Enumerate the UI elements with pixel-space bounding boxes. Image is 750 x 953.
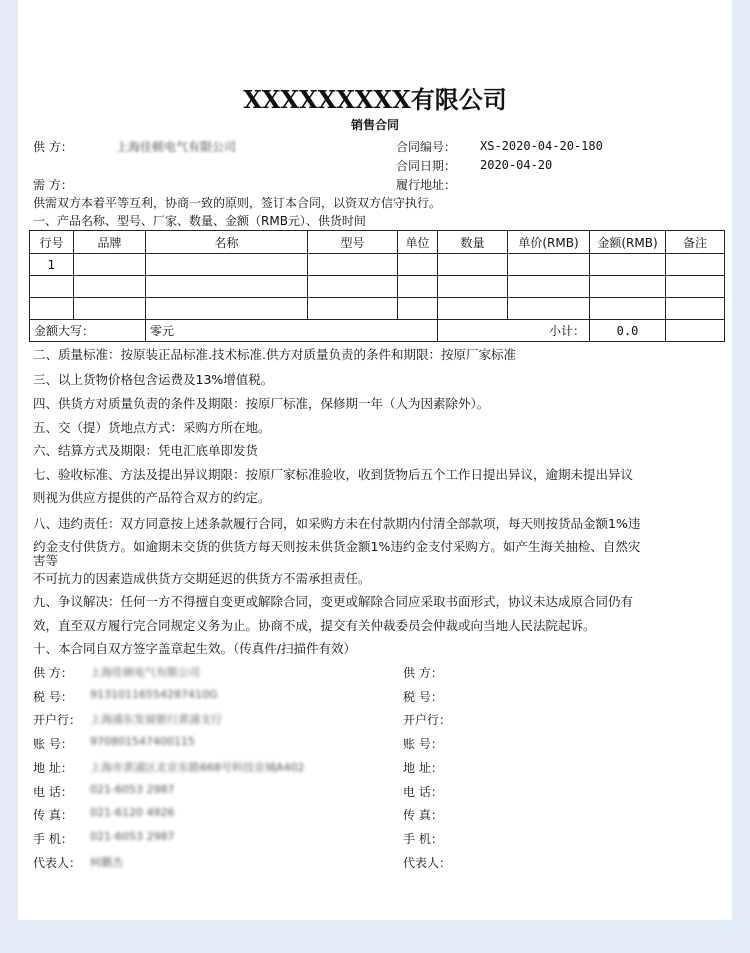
contract-page — [18, 0, 732, 920]
table-cell — [146, 298, 308, 320]
left-bank-label: 开户行： — [33, 713, 82, 727]
section1-heading: 一、产品名称、型号、厂家、数量、金额（RMB元）、供货时间 — [33, 214, 366, 228]
left-account-label: 账 号： — [33, 737, 73, 751]
left-fax-label: 传 真： — [33, 808, 73, 822]
left-mobile-label: 手 机： — [33, 832, 73, 846]
left-representative-value: 柯鹏杰 — [90, 856, 123, 869]
buyer-label: 需 方： — [33, 178, 73, 192]
clause-liability-line1: 八、违约责任：双方同意按上述条款履行合同，如采购方未在付款期内付清全部款项，每天则按货品金额1%违 — [33, 516, 641, 531]
company-title: XXXXXXXXX有限公司 — [243, 85, 507, 114]
right-fax-label: 传 真： — [403, 808, 443, 822]
left-address-label: 地 址： — [33, 761, 73, 775]
right-tax-no-label: 税 号： — [403, 690, 443, 704]
left-bank-value: 上海浦东发展银行黄浦支行 — [90, 713, 222, 726]
table-cell — [590, 276, 666, 298]
contract-no-label: 合同编号： — [396, 140, 457, 154]
table-cell — [74, 298, 146, 320]
left-supplier-value: 上海佳顿电气有限公司 — [90, 666, 200, 679]
total-words-value: 零元 — [146, 320, 438, 342]
right-representative-label: 代表人： — [403, 856, 452, 870]
right-bank-label: 开户行： — [403, 713, 452, 727]
clause-effective: 十、本合同自双方签字盖章起生效。（传真件/扫描件有效） — [33, 641, 356, 656]
clause-dispute-line1: 九、争议解决：任何一方不得擅自变更或解除合同，变更或解除合同应采取书面形式，协议未达成原合同仍有 — [33, 594, 634, 609]
table-cell: 1 — [30, 254, 74, 276]
table-cell — [508, 276, 590, 298]
clause-acceptance-line1: 七、验收标准、方法及提出异议期限：按原厂家标准验收，收到货物后五个工作日提出异议，逾期未提出异议 — [33, 467, 634, 482]
left-account-value: 970801547400115 — [90, 735, 195, 748]
table-cell — [398, 254, 438, 276]
clause-warranty: 四、供货方对质量负责的条件及期限：按原厂标准，保修期一年（人为因素除外）。 — [33, 396, 490, 411]
right-address-label: 地 址： — [403, 761, 443, 775]
col-header-brand: 品牌 — [74, 231, 146, 254]
right-account-label: 账 号： — [403, 737, 443, 751]
address-label: 履行地址： — [396, 178, 457, 192]
table-cell — [666, 276, 725, 298]
left-phone-value: 021-6053 2987 — [90, 783, 175, 796]
table-cell — [308, 276, 398, 298]
right-phone-label: 电 话： — [403, 785, 443, 799]
intro-text: 供需双方本着平等互利，协商一致的原则，签订本合同，以资双方信守执行。 — [33, 196, 442, 210]
left-supplier-label: 供 方： — [33, 666, 73, 680]
left-mobile-value: 021-6053 2987 — [90, 830, 175, 843]
clause-acceptance-line2: 则视为供应方提供的产品符合双方的约定。 — [33, 490, 271, 505]
col-header-remark: 备注 — [666, 231, 725, 254]
table-cell — [146, 254, 308, 276]
clause-delivery: 五、交（提）货地点方式：采购方所在地。 — [33, 420, 271, 435]
table-row — [30, 254, 725, 276]
table-cell — [308, 254, 398, 276]
col-header-line-no: 行号 — [30, 231, 74, 254]
subtotal-label: 小计： — [438, 320, 590, 342]
clause-payment: 六、结算方式及期限：凭电汇底单即发货 — [33, 443, 259, 458]
table-cell — [590, 254, 666, 276]
left-fax-value: 021-6120 4926 — [90, 806, 175, 819]
table-row — [30, 298, 725, 320]
col-header-name: 名称 — [146, 231, 308, 254]
document-title: 销售合同 — [350, 118, 399, 132]
right-supplier-label: 供 方： — [403, 666, 443, 680]
contract-date: 2020-04-20 — [480, 158, 553, 172]
clause-dispute-line2: 效，直至双方履行完合同规定义务为止。协商不成，提交有关仲裁委员会仲裁或向当地人民法院起诉。 — [33, 618, 596, 633]
table-cell — [666, 320, 725, 342]
left-address-value: 上海市黄浦区北京东路668号科技京城A402 — [90, 761, 305, 774]
table-cell — [590, 298, 666, 320]
table-cell — [438, 254, 508, 276]
table-row — [30, 276, 725, 298]
contract-date-label: 合同日期： — [396, 159, 457, 173]
table-cell — [308, 298, 398, 320]
table-cell — [508, 254, 590, 276]
col-header-amount: 金额(RMB) — [590, 231, 666, 254]
clause-quality: 二、质量标准：按原装正品标准.技术标准.供方对质量负责的条件和期限：按原厂家标准 — [33, 347, 516, 362]
contract-no: XS-2020-04-20-180 — [480, 139, 603, 153]
table-cell — [30, 298, 74, 320]
left-phone-label: 电 话： — [33, 785, 73, 799]
supplier-label: 供 方： — [33, 140, 73, 154]
table-cell — [74, 276, 146, 298]
table-cell — [74, 254, 146, 276]
table-cell — [438, 298, 508, 320]
supplier-value: 上海佳顿电气有限公司 — [116, 140, 237, 154]
col-header-unit: 单位 — [398, 231, 438, 254]
product-table — [29, 230, 725, 342]
col-header-unit-price: 单价(RMB) — [508, 231, 590, 254]
right-mobile-label: 手 机： — [403, 832, 443, 846]
table-cell — [30, 276, 74, 298]
table-cell — [398, 276, 438, 298]
table-cell — [438, 276, 508, 298]
clause-liability-line3: 害等 — [33, 553, 59, 568]
clause-liability-line4: 不可抗力的因素造成供货方交期延迟的供货方不需承担责任。 — [33, 571, 371, 586]
total-words-label: 金额大写： — [30, 320, 146, 342]
table-cell — [666, 254, 725, 276]
table-cell — [666, 298, 725, 320]
subtotal-value: 0.0 — [590, 320, 666, 342]
table-total-row — [30, 320, 725, 342]
clause-liability-line2: 约金支付供货方。如逾期未交货的供货方每天则按未供货金额1%违约金支付采购方。如产生海关抽检、自然灾 — [33, 539, 641, 554]
table-cell — [508, 298, 590, 320]
table-cell — [398, 298, 438, 320]
left-tax-no-label: 税 号： — [33, 690, 73, 704]
clause-price: 三、以上货物价格包含运费及13%增值税。 — [33, 372, 274, 387]
col-header-quantity: 数量 — [438, 231, 508, 254]
left-representative-label: 代表人： — [33, 856, 82, 870]
col-header-model: 型号 — [308, 231, 398, 254]
table-header-row — [30, 231, 725, 254]
left-tax-no-value: 91310116554287410G — [90, 688, 218, 701]
table-cell — [146, 276, 308, 298]
